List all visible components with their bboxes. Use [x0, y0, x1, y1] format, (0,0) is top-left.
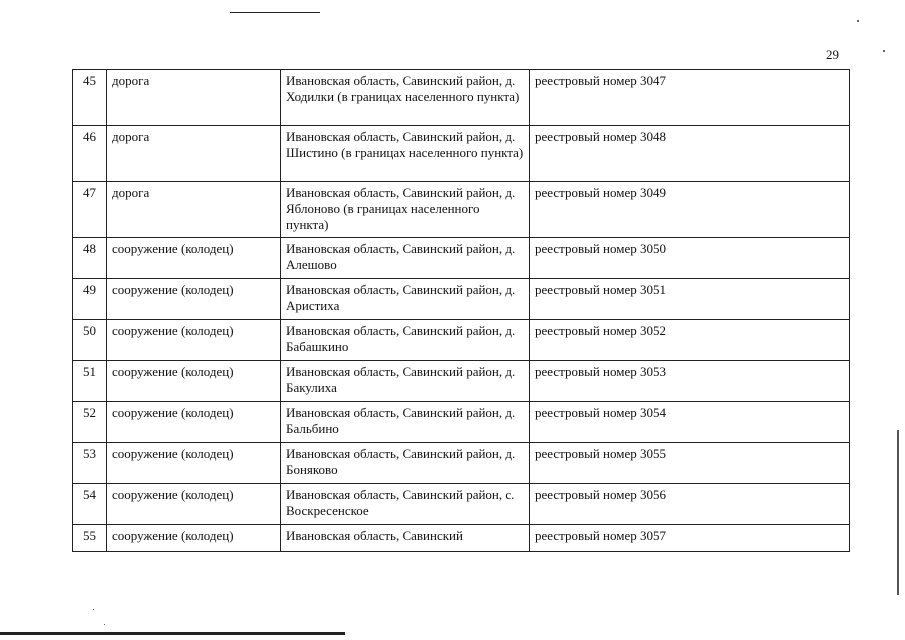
table-row [73, 70, 850, 126]
row-number: 51 [73, 361, 107, 402]
row-number: 49 [73, 279, 107, 320]
scan-speck [93, 609, 94, 610]
page-number: 29 [826, 47, 839, 62]
registry-number: реестровый номер 3051 [530, 279, 850, 320]
object-address: Ивановская область, Савинский район, д. Бальбино [281, 402, 530, 443]
table-row [73, 182, 850, 238]
object-name: сооружение (колодец) [107, 361, 281, 402]
registry-number: реестровый номер 3056 [530, 484, 850, 525]
row-number: 50 [73, 320, 107, 361]
scan-speck [857, 20, 859, 22]
registry-number: реестровый номер 3048 [530, 126, 850, 182]
table-row [73, 443, 850, 484]
row-number: 54 [73, 484, 107, 525]
registry-number: реестровый номер 3054 [530, 402, 850, 443]
row-number: 55 [73, 525, 107, 552]
table-row [73, 484, 850, 525]
scan-edge-mark [897, 430, 899, 595]
object-name: сооружение (колодец) [107, 238, 281, 279]
table-row [73, 402, 850, 443]
registry-table [72, 69, 850, 552]
object-address: Ивановская область, Савинский район, д. Бабашкино [281, 320, 530, 361]
row-number: 48 [73, 238, 107, 279]
row-number: 53 [73, 443, 107, 484]
table-row [73, 279, 850, 320]
object-name: сооружение (колодец) [107, 525, 281, 552]
scan-speck [104, 624, 105, 625]
registry-number: реестровый номер 3050 [530, 238, 850, 279]
object-address: Ивановская область, Савинский район, д. Боняково [281, 443, 530, 484]
object-address: Ивановская область, Савинский [281, 525, 530, 552]
object-address: Ивановская область, Савинский район, с. Воскресенское [281, 484, 530, 525]
scan-speck [883, 50, 885, 52]
object-address: Ивановская область, Савинский район, д. Ходилки (в границах населенного пункта) [281, 70, 530, 126]
object-name: дорога [107, 126, 281, 182]
registry-number: реестровый номер 3047 [530, 70, 850, 126]
registry-number: реестровый номер 3057 [530, 525, 850, 552]
table-row [73, 126, 850, 182]
table-row [73, 320, 850, 361]
object-name: сооружение (колодец) [107, 279, 281, 320]
object-name: сооружение (колодец) [107, 402, 281, 443]
object-address: Ивановская область, Савинский район, д. Шистино (в границах населенного пункта) [281, 126, 530, 182]
object-name: сооружение (колодец) [107, 320, 281, 361]
row-number: 45 [73, 70, 107, 126]
object-address: Ивановская область, Савинский район, д. Бакулиха [281, 361, 530, 402]
object-name: сооружение (колодец) [107, 484, 281, 525]
registry-number: реестровый номер 3049 [530, 182, 850, 238]
row-number: 46 [73, 126, 107, 182]
row-number: 47 [73, 182, 107, 238]
row-number: 52 [73, 402, 107, 443]
registry-number: реестровый номер 3052 [530, 320, 850, 361]
table-row [73, 525, 850, 552]
object-name: дорога [107, 70, 281, 126]
top-rule [230, 12, 320, 13]
table-row [73, 238, 850, 279]
bottom-rule [0, 632, 345, 635]
table-row [73, 361, 850, 402]
object-address: Ивановская область, Савинский район, д. Яблоново (в границах населенного пункта) [281, 182, 530, 238]
object-address: Ивановская область, Савинский район, д. Алешово [281, 238, 530, 279]
object-name: дорога [107, 182, 281, 238]
registry-number: реестровый номер 3053 [530, 361, 850, 402]
object-address: Ивановская область, Савинский район, д. Аристиха [281, 279, 530, 320]
object-name: сооружение (колодец) [107, 443, 281, 484]
registry-number: реестровый номер 3055 [530, 443, 850, 484]
